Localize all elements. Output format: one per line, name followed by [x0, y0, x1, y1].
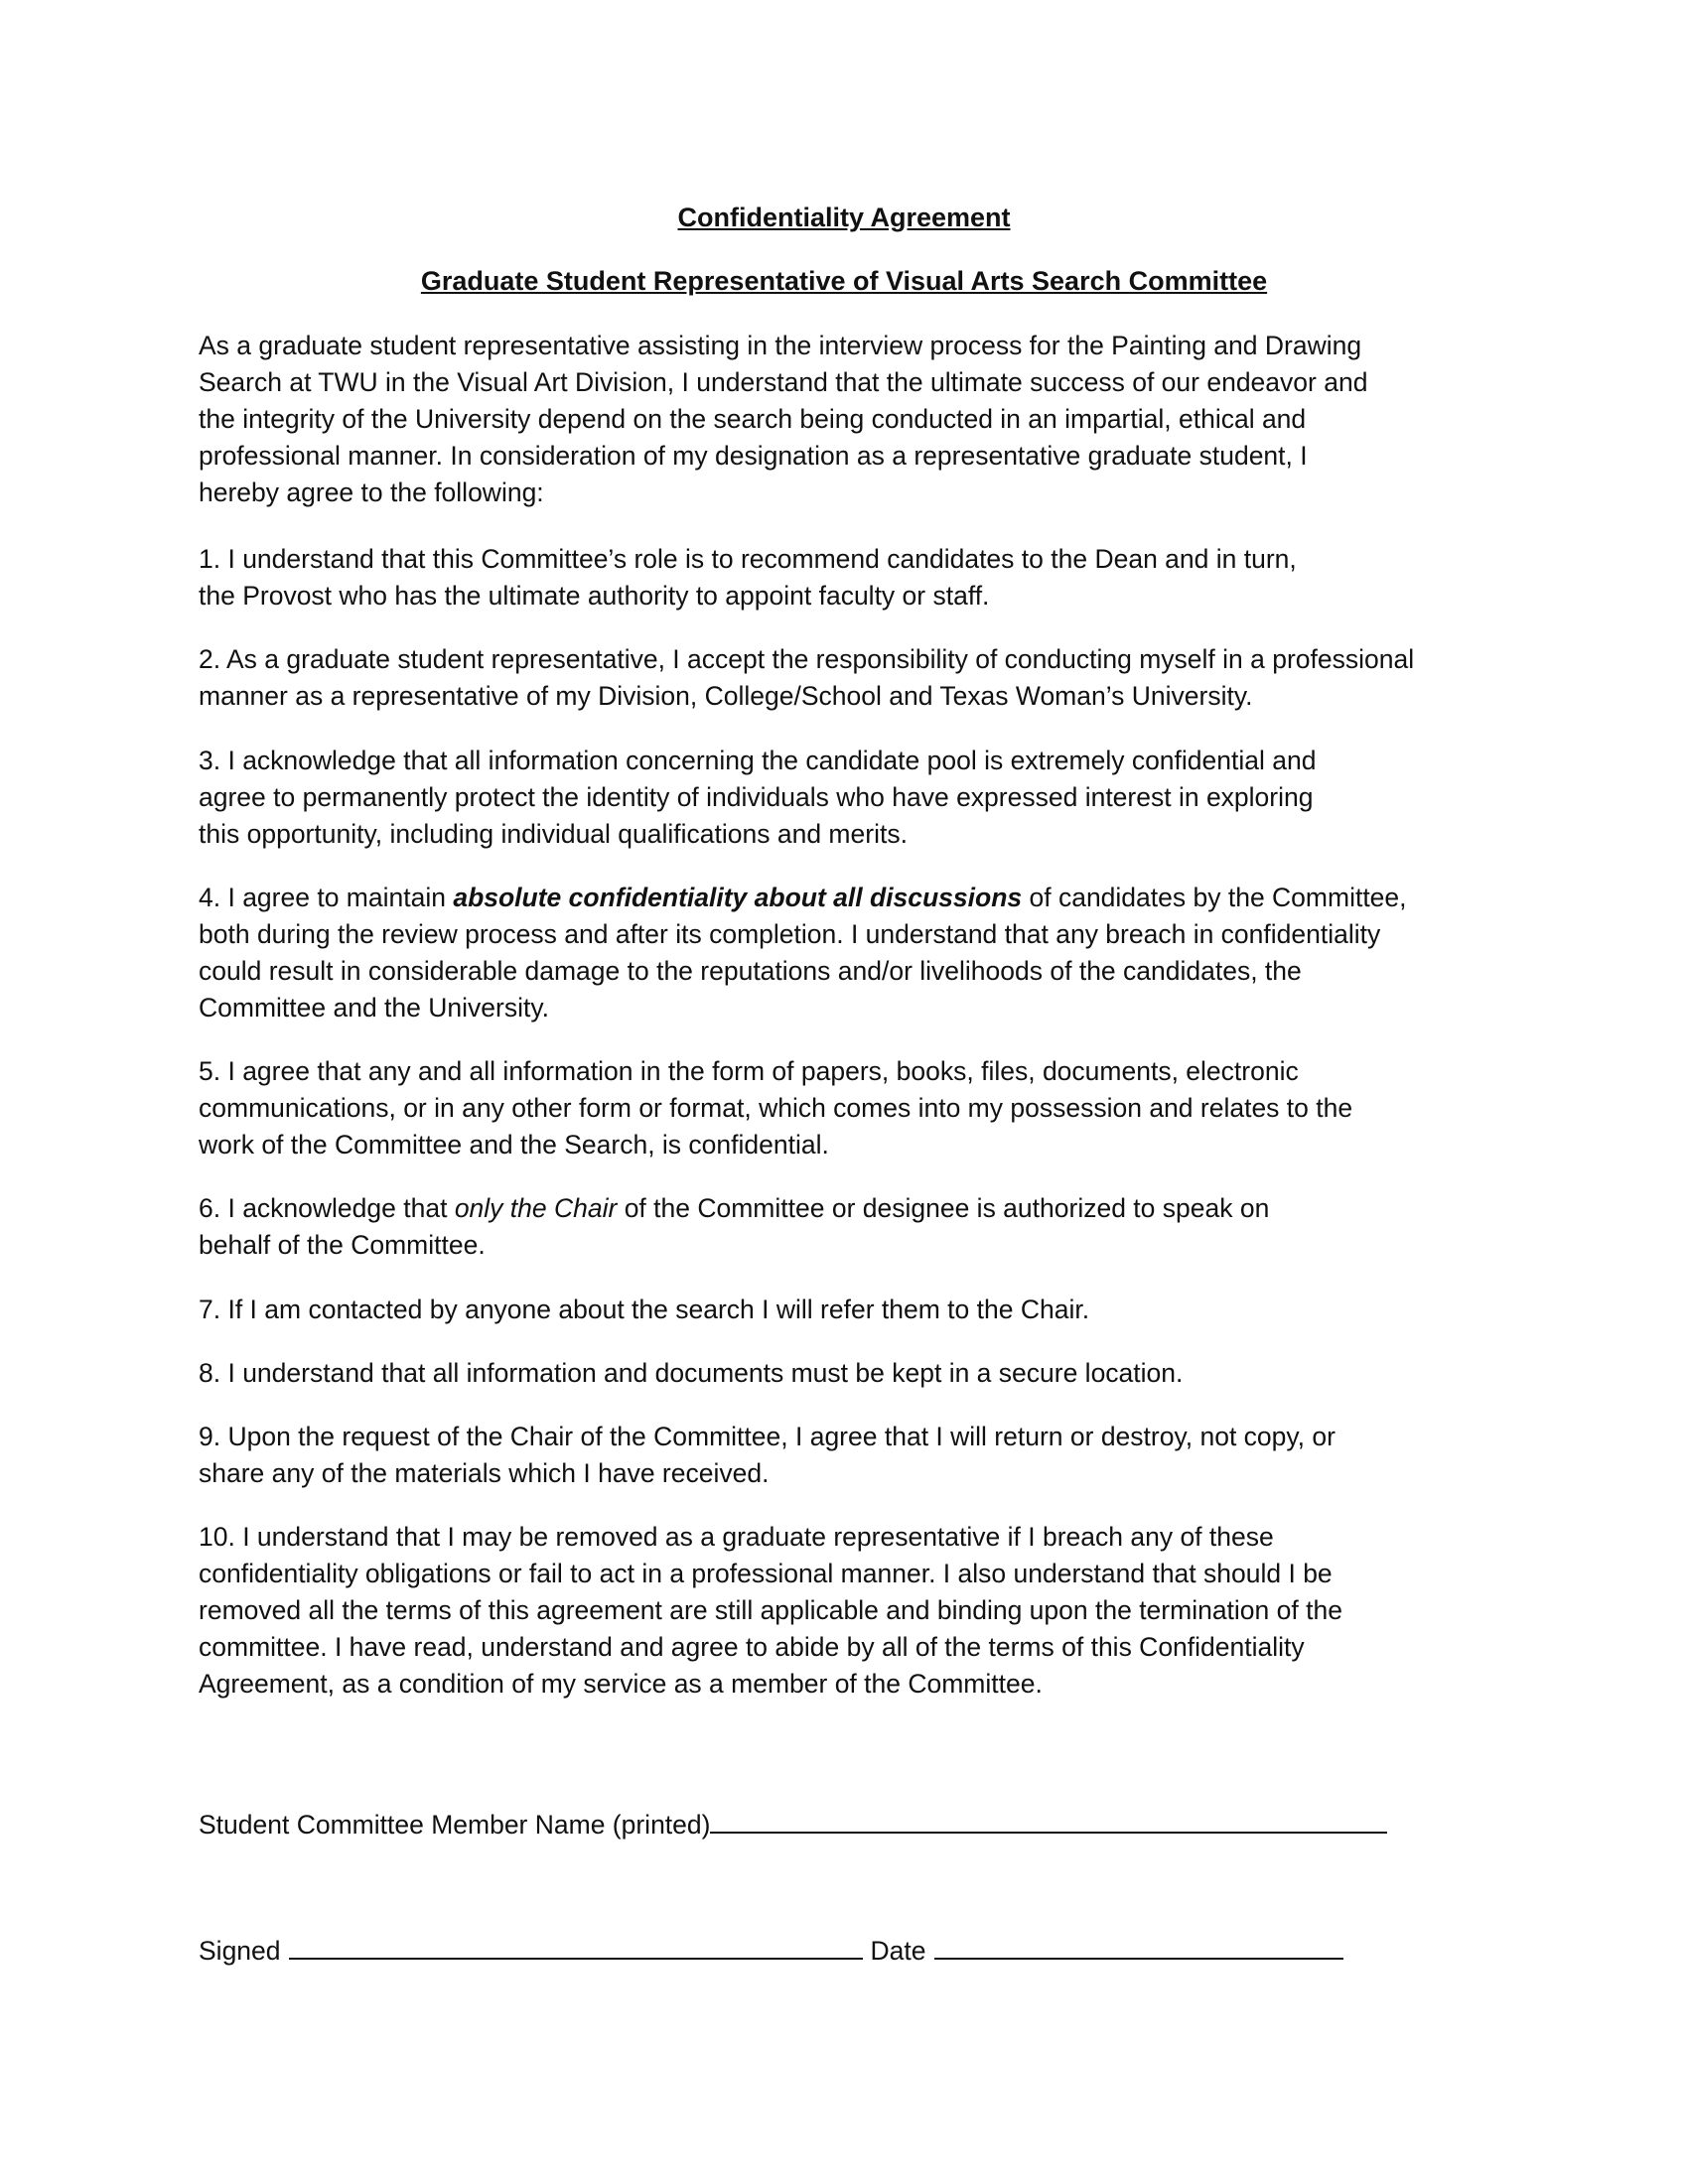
- item-line: 9. Upon the request of the Chair of the Committee, I agree that I will return or destroy, not copy, or: [199, 1422, 1336, 1451]
- item-line: communications, or in any other form or format, which comes into my possession and relates to the: [199, 1093, 1353, 1123]
- item-text: 4. I agree to maintain: [199, 883, 454, 912]
- agreement-item-4: [199, 880, 1499, 1026]
- item-line: behalf of the Committee.: [199, 1230, 486, 1260]
- item-line: committee. I have read, understand and agree to abide by all of the terms of this Confidentiality: [199, 1632, 1305, 1662]
- item-line: 10. I understand that I may be removed as a graduate representative if I breach any of these: [199, 1522, 1274, 1552]
- item-line: 3. I acknowledge that all information concerning the candidate pool is extremely confidential and: [199, 746, 1317, 775]
- emphasized-text: only the Chair: [454, 1193, 618, 1223]
- signature-field[interactable]: [289, 1930, 863, 1960]
- item-line: both during the review process and after its completion. I understand that any breach in confidentiality: [199, 919, 1381, 949]
- item-line: agree to permanently protect the identity of individuals who have expressed interest in exploring: [199, 782, 1314, 812]
- intro-line: Search at TWU in the Visual Art Division, I understand that the ultimate success of our endeavor and: [199, 367, 1368, 397]
- document-title: Confidentiality Agreement: [677, 203, 1011, 232]
- item-line: manner as a representative of my Division, College/School and Texas Woman’s University.: [199, 681, 1253, 711]
- agreement-item-6: [199, 1190, 1499, 1264]
- item-text: of candidates by the Committee,: [1022, 883, 1407, 912]
- intro-paragraph: [199, 328, 1499, 511]
- item-line: removed all the terms of this agreement are still applicable and binding upon the termination of the: [199, 1595, 1342, 1625]
- signed-label: Signed: [199, 1936, 281, 1966]
- signature-row: [199, 1930, 1343, 1970]
- item-line: Agreement, as a condition of my service as a member of the Committee.: [199, 1669, 1043, 1699]
- item-line: share any of the materials which I have received.: [199, 1458, 770, 1488]
- agreement-item-3: [199, 743, 1499, 853]
- item-text: of the Committee or designee is authorized to speak on: [617, 1193, 1270, 1223]
- item-text: 6. I acknowledge that: [199, 1193, 455, 1223]
- date-label: Date: [870, 1936, 926, 1966]
- item-line: 7. If I am contacted by anyone about the search I will refer them to the Chair.: [199, 1295, 1090, 1324]
- agreement-item-8: [199, 1355, 1499, 1392]
- intro-line: professional manner. In consideration of my designation as a representative graduate student, I: [199, 441, 1308, 471]
- agreement-item-9: [199, 1419, 1499, 1492]
- item-line: 5. I agree that any and all information in the form of papers, books, files, documents, electronic: [199, 1056, 1299, 1086]
- printed-name-field[interactable]: [710, 1804, 1387, 1834]
- agreement-item-7: [199, 1292, 1499, 1328]
- intro-line: the integrity of the University depend on the search being conducted in an impartial, ethical and: [199, 404, 1307, 434]
- item-line: this opportunity, including individual qualifications and merits.: [199, 819, 908, 849]
- item-line: [199, 1190, 1499, 1227]
- intro-line: hereby agree to the following:: [199, 478, 544, 507]
- date-field[interactable]: [934, 1930, 1343, 1960]
- item-line: 8. I understand that all information and documents must be kept in a secure location.: [199, 1358, 1184, 1388]
- item-line: 2. As a graduate student representative, I accept the responsibility of conducting myself in a professional: [199, 644, 1415, 674]
- agreement-item-5: [199, 1053, 1499, 1163]
- document-subtitle: Graduate Student Representative of Visual Arts Search Committee: [420, 266, 1268, 296]
- item-line: Committee and the University.: [199, 993, 549, 1023]
- agreement-item-1: [199, 541, 1499, 614]
- item-line: 1. I understand that this Committee’s role is to recommend candidates to the Dean and in turn,: [199, 544, 1297, 574]
- printed-name-label: Student Committee Member Name (printed): [199, 1810, 711, 1840]
- item-line: [199, 880, 1499, 916]
- item-line: work of the Committee and the Search, is confidential.: [199, 1130, 829, 1160]
- agreement-item-2: [199, 641, 1499, 715]
- item-line: confidentiality obligations or fail to act in a professional manner. I also understand that should I be: [199, 1559, 1333, 1588]
- printed-name-row: [199, 1804, 1387, 1843]
- emphasized-text: absolute confidentiality about all discussions: [453, 883, 1023, 912]
- agreement-item-10: [199, 1519, 1499, 1703]
- item-line: could result in considerable damage to the reputations and/or livelihoods of the candidates, the: [199, 956, 1302, 986]
- item-line: the Provost who has the ultimate authority to appoint faculty or staff.: [199, 581, 990, 611]
- intro-line: As a graduate student representative assisting in the interview process for the Painting and Drawing: [199, 331, 1362, 360]
